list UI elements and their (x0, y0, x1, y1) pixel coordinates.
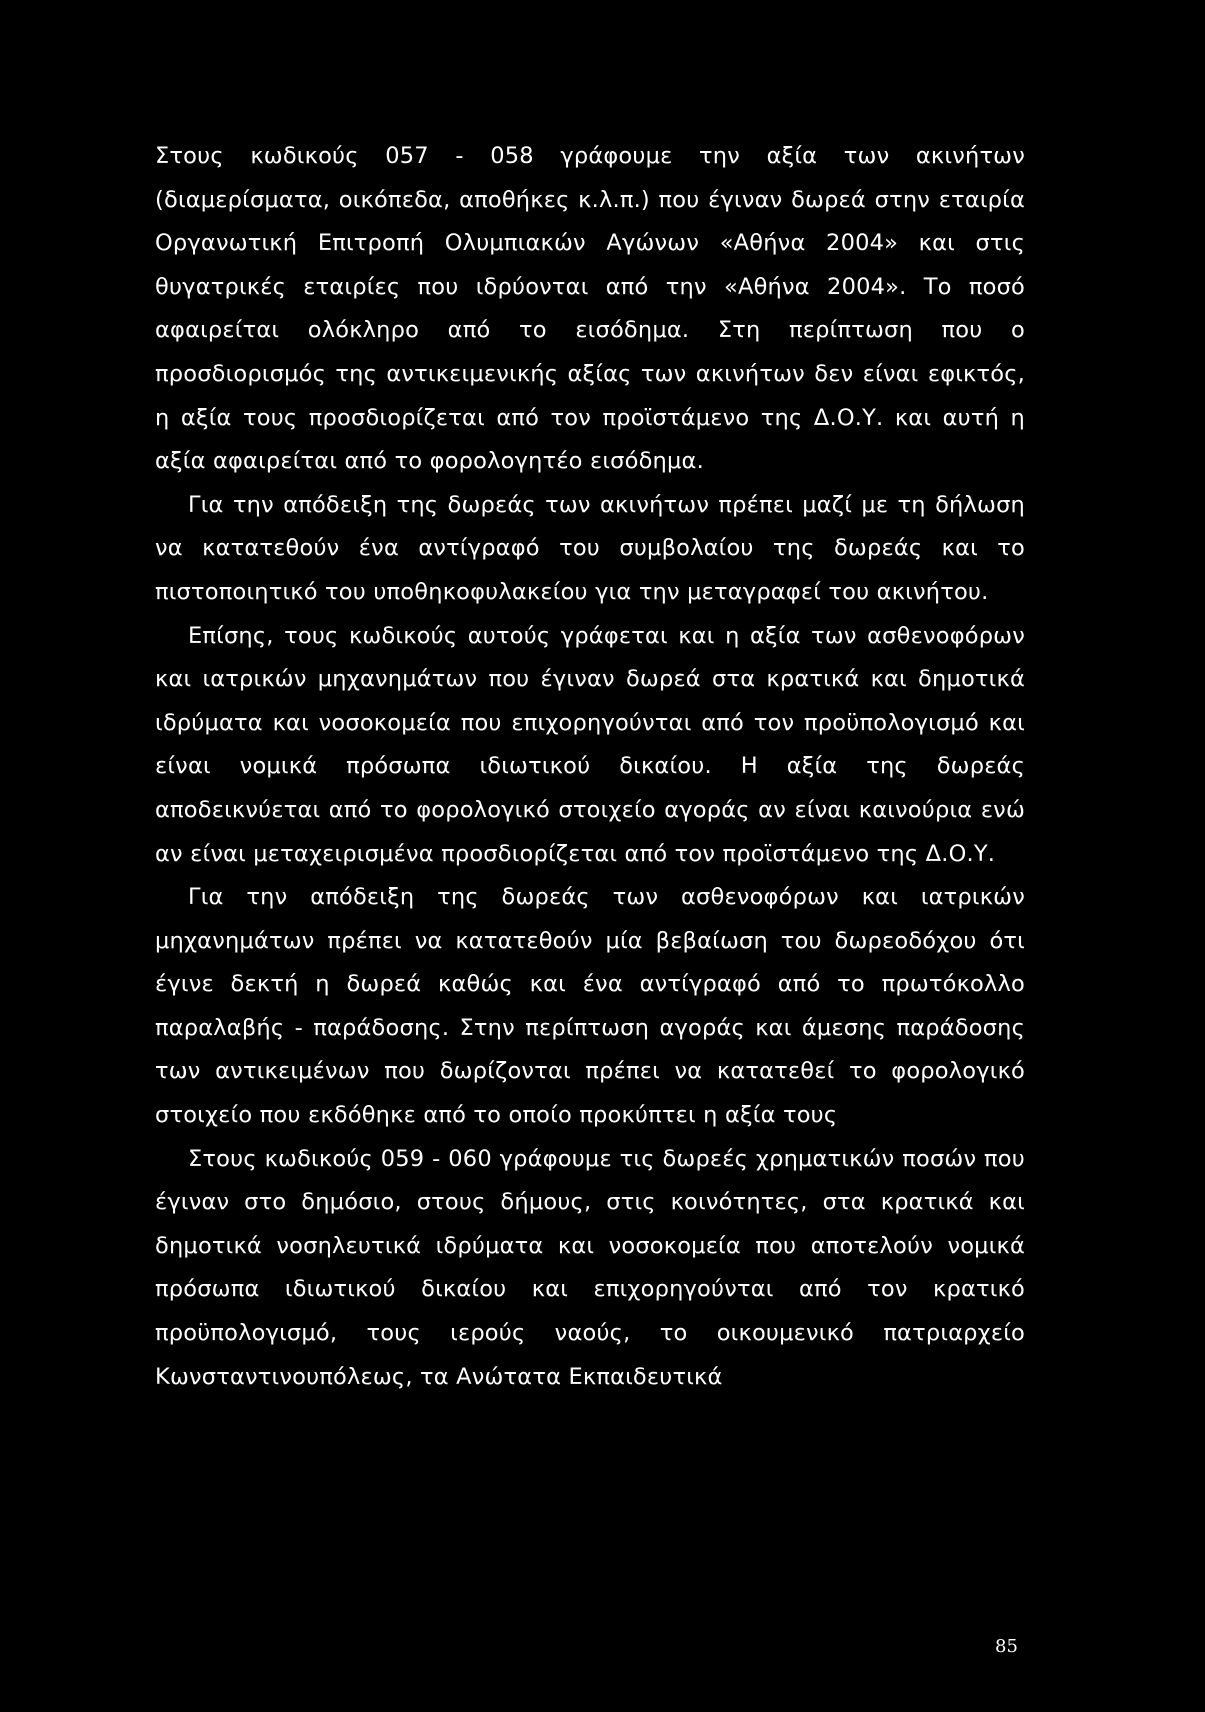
paragraph-codes-059-060: Στους κωδικούς 059 - 060 γράφουμε τις δωρεές χρηματικών ποσών που έγιναν στο δημόσιο, στους δήμους, στις κοινότητες, στα κρατικά και δημοτικά νοσηλευτικά ιδρύματα και νοσοκομεία που αποτελούν νομικά πρόσωπα ιδιωτικού δικαίου και επιχορηγούνται από τον κρατικό προϋπολογισμό, τους ιερούς ναούς, το οικουμενικό πατριαρχείο Κωνσταντινουπόλεως, τα Ανώτατα Εκπαιδευτικά (155, 1145, 1025, 1390)
paragraph-property-donation-proof: Για την απόδειξη της δωρεάς των ακινήτων πρέπει μαζί με τη δήλωση να κατατεθούν ένα αντίγραφό του συμβολαίου της δωρεάς και το πιστοποιητικό του υποθηκοφυλακείου για την μεταγραφεί του ακινήτου. (155, 491, 1025, 605)
document-body (155, 135, 1025, 1399)
paragraph-codes-057-058: Στους κωδικούς 057 - 058 γράφουμε την αξία των ακινήτων (διαμερίσματα, οικόπεδα, αποθήκες κ.λ.π.) που έγιναν δωρεά στην εταιρία Οργανωτική Επιτροπή Ολυμπιακών Αγώνων «Αθήνα 2004» και στις θυγατρικές εταιρίες που ιδρύονται από την «Αθήνα 2004». Το ποσό αφαιρείται ολόκληρο από το εισόδημα. Στη περίπτωση που ο προσδιορισμός της αντικειμενικής αξίας των ακινήτων δεν είναι εφικτός, η αξία τους προσδιορίζεται από τον προϊστάμενο της Δ.Ο.Υ. και αυτή η αξία αφαιρείται από το φορολογητέο εισόδημα. (155, 143, 1025, 475)
paragraph-ambulances-medical-equipment: Επίσης, τους κωδικούς αυτούς γράφεται και η αξία των ασθενοφόρων και ιατρικών μηχανημάτων που έγιναν δωρεά στα κρατικά και δημοτικά ιδρύματα και νοσοκομεία που επιχορηγούνται από τον προϋπολογισμό και είναι νομικά πρόσωπα ιδιωτικού δικαίου. Η αξία της δωρεάς αποδεικνύεται από το φορολογικό στοιχείο αγοράς αν είναι καινούρια ενώ αν είναι μεταχειρισμένα προσδιορίζεται από τον προϊστάμενο της Δ.Ο.Υ. (155, 622, 1025, 867)
paragraph-ambulance-donation-proof: Για την απόδειξη της δωρεάς των ασθενοφόρων και ιατρικών μηχανημάτων πρέπει να κατατεθούν μία βεβαίωση του δωρεοδόχου ότι έγινε δεκτή η δωρεά καθώς και ένα αντίγραφό από το πρωτόκολλο παραλαβής - παράδοσης. Στην περίπτωση αγοράς και άμεσης παράδοσης των αντικειμένων που δωρίζονται πρέπει να κατατεθεί το φορολογικό στοιχείο που εκδόθηκε από το οποίο προκύπτει η αξία τους (155, 884, 1025, 1129)
page-number: 85 (995, 1636, 1018, 1657)
